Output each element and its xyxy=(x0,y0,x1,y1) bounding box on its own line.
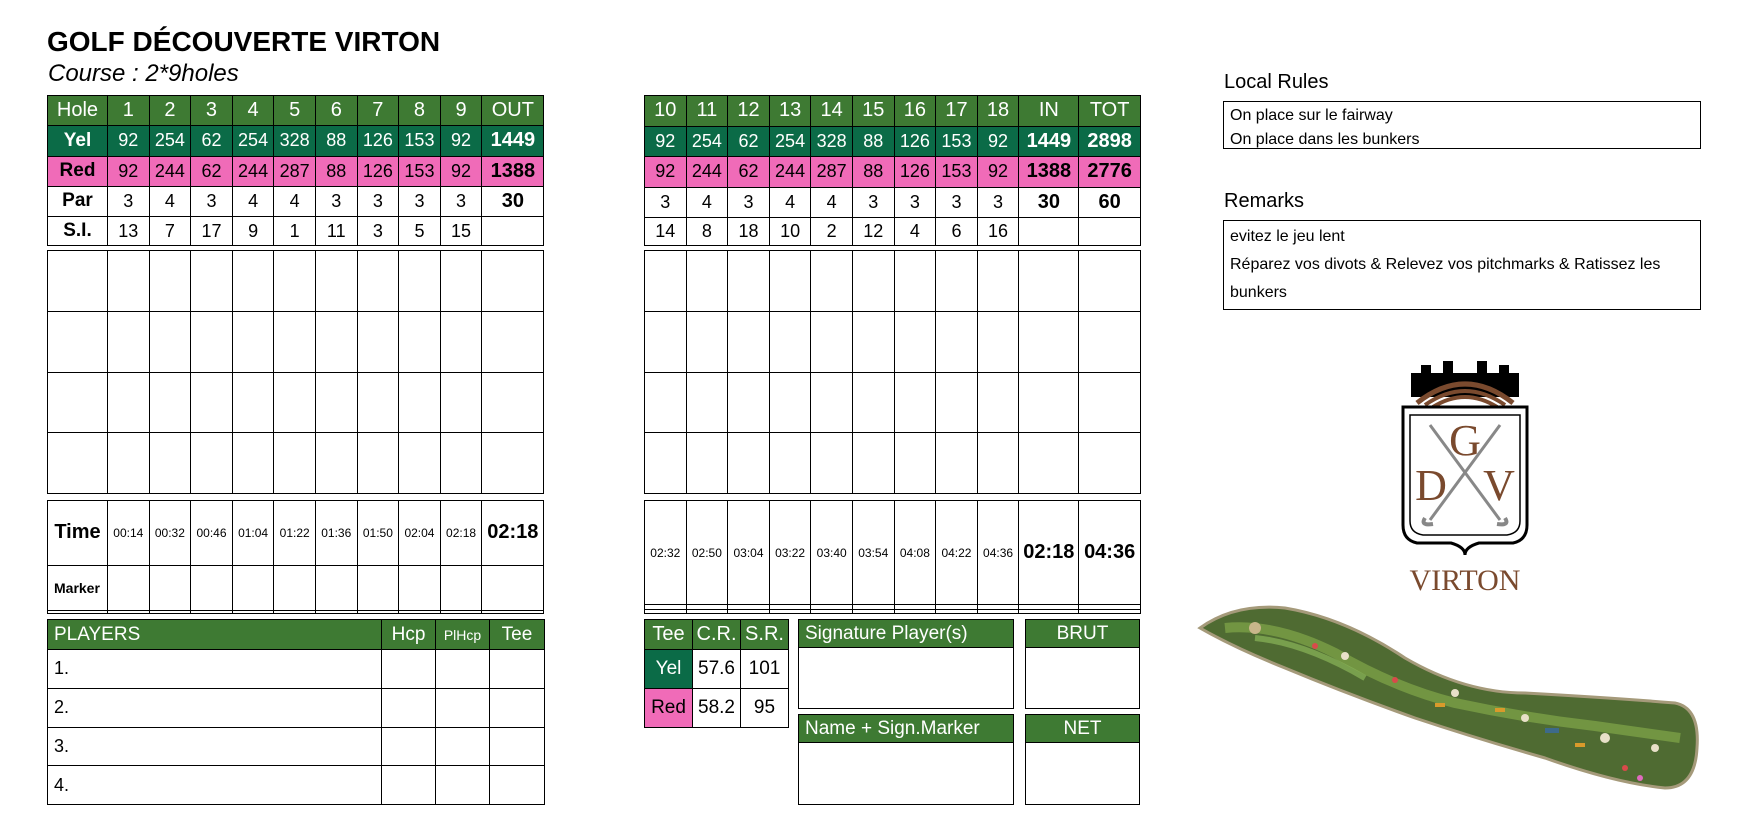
course-subtitle: Course : 2*9holes xyxy=(48,60,239,87)
stroke-index-row: 14 8 18 10 2 12 4 6 16 xyxy=(645,218,1141,246)
time-row: 02:32 02:50 03:04 03:22 03:40 03:54 04:08 04:22 04:36 02:18 04:36 xyxy=(645,501,1141,605)
marker-row[interactable] xyxy=(48,565,544,611)
marker-signature-box[interactable]: Name + Sign.Marker xyxy=(798,714,1014,805)
logo-letter-v: V xyxy=(1483,461,1515,510)
front-score-grid[interactable] xyxy=(47,250,544,494)
players-header-row: PLAYERS Hcp PlHcp Tee xyxy=(48,620,545,650)
par-row: Par 3 4 3 4 4 3 3 3 3 30 xyxy=(48,186,544,216)
back-time-marker-table xyxy=(644,500,1141,614)
rating-row-red: Red 58.2 95 xyxy=(645,689,789,728)
net-box[interactable]: NET xyxy=(1025,714,1140,805)
rating-row-yel: Yel 57.6 101 xyxy=(645,650,789,689)
player-row[interactable]: 4. xyxy=(48,766,545,805)
front-nine-info-table xyxy=(47,95,544,246)
local-rules-box xyxy=(1223,101,1701,149)
par-row: 3 4 3 4 4 3 3 3 3 30 60 xyxy=(645,187,1141,218)
score-row[interactable] xyxy=(48,433,544,494)
score-row[interactable] xyxy=(48,311,544,372)
local-rule-item: On place dans les bunkers xyxy=(1230,131,1420,148)
score-row[interactable] xyxy=(645,311,1141,372)
player-row[interactable]: 3. xyxy=(48,727,545,766)
red-tee-row: 92 244 62 244 287 88 126 153 92 1388 2776 xyxy=(645,157,1141,188)
marker-label: Marker xyxy=(48,565,108,611)
castle-crest-icon xyxy=(1395,355,1535,600)
logo-letter-g: G xyxy=(1449,416,1481,465)
score-row[interactable] xyxy=(48,251,544,312)
score-row[interactable] xyxy=(645,433,1141,494)
course-map xyxy=(1195,598,1705,798)
logo-name: VIRTON xyxy=(1409,564,1521,597)
course-map-icon xyxy=(1195,598,1705,798)
score-row[interactable] xyxy=(645,251,1141,312)
brut-box[interactable]: BRUT xyxy=(1025,619,1140,709)
course-title: GOLF DÉCOUVERTE VIRTON xyxy=(47,26,441,57)
stroke-index-row: S.I. 13 7 17 9 1 11 3 5 15 xyxy=(48,217,544,246)
score-row[interactable] xyxy=(645,372,1141,433)
remark-item: Réparez vos divots & Relevez vos pitchmarks & Ratissez les bunkers xyxy=(1230,256,1661,301)
back-score-grid[interactable] xyxy=(644,250,1141,494)
remark-item: evitez le jeu lent xyxy=(1230,228,1345,245)
marker-score-row[interactable] xyxy=(48,611,544,614)
yellow-tee-row: Yel 92 254 62 254 328 88 126 153 92 1449 xyxy=(48,126,544,156)
club-logo xyxy=(1395,355,1535,600)
remarks-box xyxy=(1223,220,1701,310)
time-row: Time 00:14 00:32 00:46 01:04 01:22 01:36 01:50 02:04 02:18 02:18 xyxy=(48,501,544,566)
red-tee-row: Red 92 244 62 244 287 88 126 153 92 1388 xyxy=(48,156,544,186)
players-table xyxy=(47,619,545,805)
back-nine-info-table xyxy=(644,95,1141,246)
rating-header-row: Tee C.R. S.R. xyxy=(645,620,789,650)
player-row[interactable]: 2. xyxy=(48,688,545,727)
yellow-tee-row: 92 254 62 254 328 88 126 153 92 1449 2898 xyxy=(645,126,1141,157)
signature-player-box[interactable]: Signature Player(s) xyxy=(798,619,1014,709)
hole-row: 10 11 12 13 14 15 16 17 18 IN TOT xyxy=(645,96,1141,127)
player-row[interactable]: 1. xyxy=(48,650,545,689)
local-rule-item: On place sur le fairway xyxy=(1230,107,1393,124)
course-rating-table xyxy=(644,619,789,728)
logo-letter-d: D xyxy=(1415,461,1447,510)
local-rules-title: Local Rules xyxy=(1224,71,1329,93)
front-time-marker-table xyxy=(47,500,544,614)
hole-row: Hole 1 2 3 4 5 6 7 8 9 OUT xyxy=(48,96,544,126)
score-row[interactable] xyxy=(48,372,544,433)
remarks-title: Remarks xyxy=(1224,190,1305,212)
marker-score-row[interactable] xyxy=(645,609,1141,613)
